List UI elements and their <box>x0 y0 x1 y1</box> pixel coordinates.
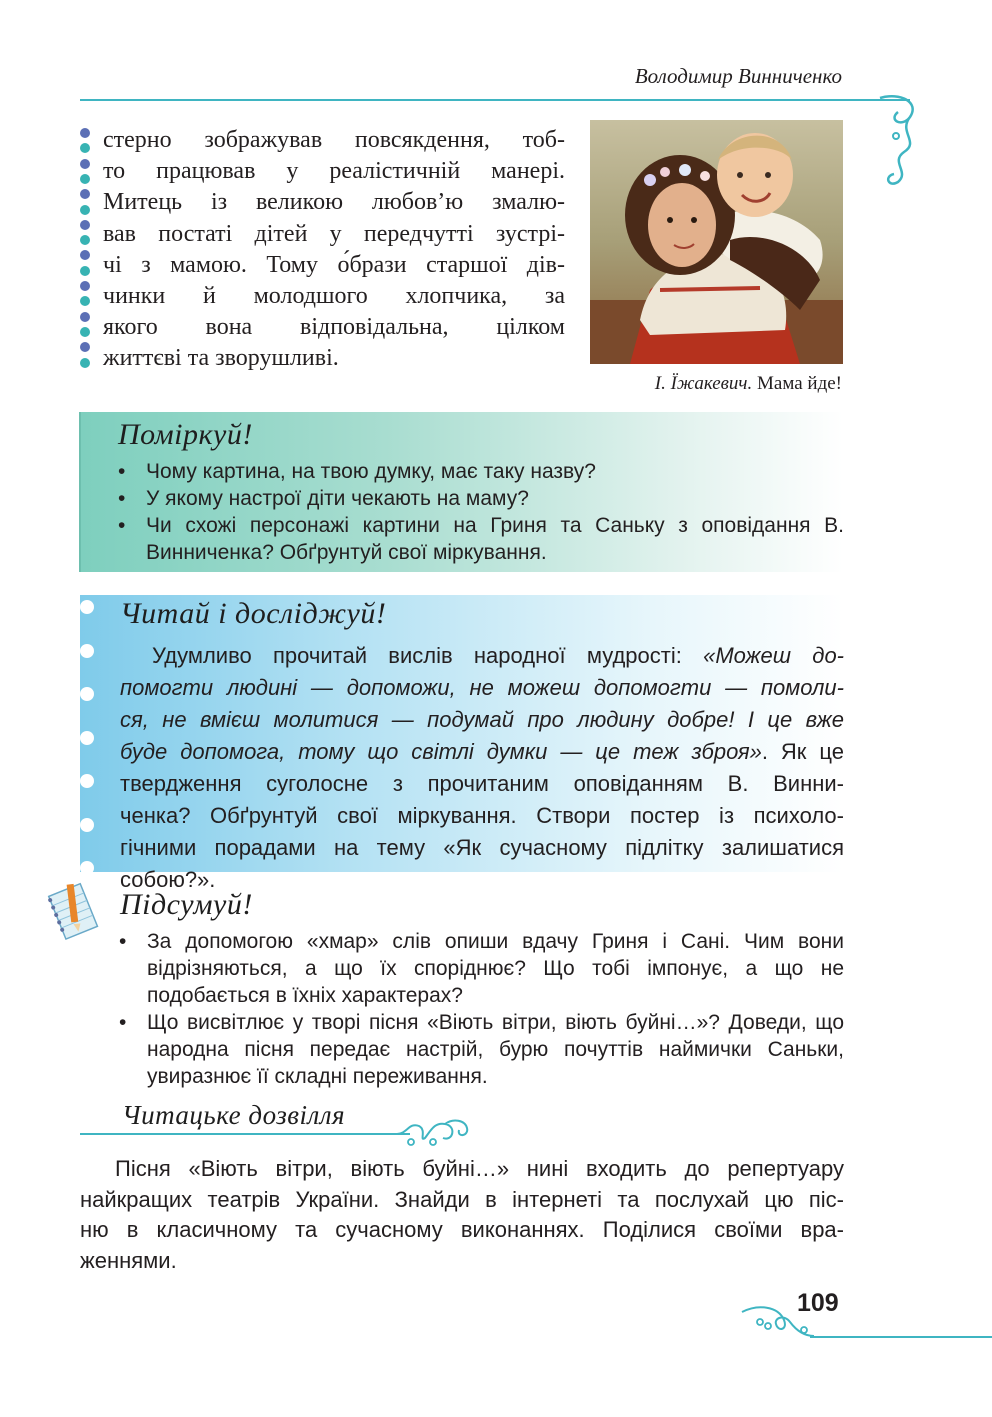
decorative-dot <box>80 220 90 230</box>
list-item: • Чи схожі персонажі картини на Гриня та Саньку з оповідання В. Винниченка? Обґрунтуй свої міркування. <box>112 512 844 566</box>
list-item: • У якому настрої діти чекають на маму? <box>112 485 844 512</box>
quote-text: буде допомога, тому що світлі думки — це теж зброя» <box>120 739 762 764</box>
summarize-list <box>113 928 844 1090</box>
decorative-dot <box>80 266 90 276</box>
read-title: Читай і досліджуй! <box>120 597 387 630</box>
intro-line: життєві та зворушливі. <box>103 345 339 372</box>
decorative-dot <box>80 358 90 368</box>
decorative-dot <box>80 281 90 291</box>
quote-text: ся, не вмієш молитися — подумай про людину добре! І це вже <box>120 707 844 732</box>
think-list <box>112 458 844 566</box>
body-text: . Як це <box>761 739 844 764</box>
binder-hole <box>80 644 94 658</box>
notebook-pencil-icon <box>44 880 104 942</box>
leisure-line: Пісня «Віють вітри, віють буйні…» нині входить до репертуару <box>115 1156 844 1181</box>
intro-line: чинки й молодшого хлопчика, за <box>103 283 565 310</box>
read-line <box>120 704 844 736</box>
read-line <box>120 672 844 704</box>
running-head: Володимир Винниченко <box>634 64 842 88</box>
summarize-title: Підсумуй! <box>120 888 253 921</box>
binder-hole <box>80 600 94 614</box>
body-text: собою?». <box>120 867 216 892</box>
binder-hole <box>80 774 94 788</box>
decorative-dot <box>80 296 90 306</box>
decorative-dot <box>80 128 90 138</box>
swirl-flourish-icon <box>395 1112 470 1152</box>
leisure-rule <box>80 1133 410 1135</box>
painting-caption <box>655 373 842 395</box>
list-item: • Чому картина, на твою думку, має таку назву? <box>112 458 844 485</box>
leisure-paragraph <box>80 1154 844 1276</box>
swirl-ornament-icon <box>870 92 930 192</box>
leisure-line: найкращих театрів України. Знайди в інтернеті та послухай цю піс- <box>80 1186 844 1212</box>
caption-title: Мама йде! <box>757 373 842 394</box>
intro-line: то працював у реалістичній манері. <box>103 158 565 185</box>
intro-line: стерно зображував повсякдення, тоб- <box>103 127 565 153</box>
decorative-dot <box>80 205 90 215</box>
decorative-dot <box>80 327 90 337</box>
binder-hole <box>80 731 94 745</box>
body-text: ченка? Обґрунтуй свої міркування. Створи постер із психоло- <box>120 803 844 828</box>
caption-author: І. Їжакевич. <box>654 373 753 394</box>
leisure-line: женнями. <box>80 1247 177 1273</box>
intro-line: якого вона відповідальна, цілком <box>103 314 565 341</box>
intro-line: Митець із великою любов’ю змалю- <box>103 189 565 216</box>
body-text: гічними порадами на тему «Як сучасному підлітку залишатися <box>120 835 844 860</box>
read-line <box>120 736 844 768</box>
footer-rule <box>810 1336 992 1338</box>
binder-hole <box>80 818 94 832</box>
decorative-dot <box>80 342 90 352</box>
intro-line: вав постаті дітей у передчутті зустрі- <box>103 220 565 247</box>
header-rule <box>80 99 910 101</box>
list-item: • За допомогою «хмар» слів опиши вдачу Гриня і Сані. Чим вони відрізняються, а що їх споріднює? Що тобі імпонує, а що не подобається в їхніх характерах? <box>113 928 844 1009</box>
intro-paragraph <box>103 125 565 375</box>
leisure-line: ню в класичному та сучасному виконаннях. Поділися своїми вра- <box>80 1217 844 1242</box>
read-paragraph <box>120 640 844 896</box>
decorative-dot <box>80 250 90 260</box>
decorative-dot <box>80 159 90 169</box>
read-line <box>120 800 844 832</box>
decorative-dot <box>80 312 90 322</box>
intro-line: чі з мамою. Тому о́брази старшої дів- <box>103 251 565 278</box>
decorative-dot <box>80 143 90 153</box>
decorative-dot <box>80 235 90 245</box>
read-line <box>120 832 844 864</box>
read-line <box>120 768 844 800</box>
list-item: • Що висвітлює у творі пісня «Віють вітри, віють буйні…»? Доведи, що народна пісня передає настрій, бурю почуттів наймички Саньки, увиразнює її складні переживання. <box>113 1009 844 1090</box>
binder-hole <box>80 687 94 701</box>
page-number: 109 <box>797 1289 839 1317</box>
think-title: Поміркуй! <box>118 418 253 451</box>
body-text: Удумливо прочитай вислів народної мудрості: <box>152 643 704 668</box>
binder-hole <box>80 861 94 875</box>
painting-image <box>590 120 843 364</box>
leisure-title: Читацьке дозвілля <box>122 1100 346 1130</box>
body-text: твердження суголосне з прочитаним оповіданням В. Винни- <box>120 771 844 796</box>
read-line <box>120 640 844 672</box>
quote-text: «Можеш до- <box>703 643 844 668</box>
decorative-dot <box>80 189 90 199</box>
quote-text: помогти людині — допоможи, не можеш допомогти — помоли- <box>120 675 844 700</box>
decorative-dot <box>80 174 90 184</box>
